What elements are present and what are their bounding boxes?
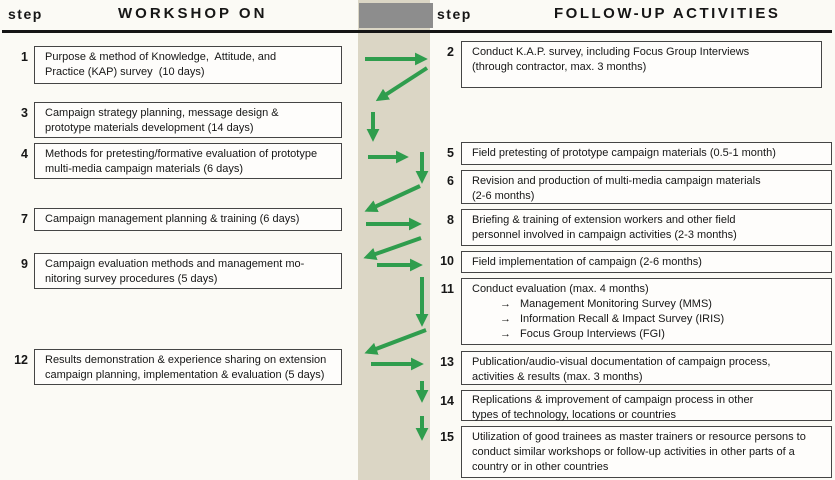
workshop-box-4	[34, 143, 342, 179]
arrow-right-icon: →	[500, 328, 511, 340]
step-number-8: 8	[447, 213, 454, 227]
followup-box-2	[461, 41, 822, 88]
followup-box-11	[461, 278, 832, 345]
step-number-1: 1	[21, 50, 28, 64]
step-number-13: 13	[440, 355, 454, 369]
workshop-7-line: Campaign management planning & training (6 days)	[45, 213, 300, 225]
followup-11-bullet-text: Management Monitoring Survey (MMS)	[520, 298, 712, 310]
workshop-column-title: WORKSHOP ON	[118, 5, 268, 22]
followup-11-bullet	[500, 297, 821, 312]
gray-header-block	[359, 3, 433, 28]
arrow-right-icon: →	[500, 298, 511, 310]
step-number-14: 14	[440, 394, 454, 408]
followup-11-title: Conduct evaluation (max. 4 months)	[472, 283, 649, 295]
followup-14-line: types of technology, locations or countries	[472, 409, 677, 421]
workshop-box-12	[34, 349, 342, 385]
arrow-right-icon: →	[500, 313, 511, 325]
followup-11-bullet-text: Information Recall & Impact Survey (IRIS)	[520, 313, 725, 325]
followup-10-line: Field implementation of campaign (2-6 months)	[472, 256, 702, 268]
step-number-15: 15	[440, 430, 454, 444]
step-number-7: 7	[21, 212, 28, 226]
left-step-column-header: step	[8, 6, 43, 22]
step-number-6: 6	[447, 174, 454, 188]
workshop-4-line: multi-media campaign materials (6 days)	[45, 163, 244, 175]
followup-5-line: Field pretesting of prototype campaign materials (0.5-1 month)	[472, 147, 776, 159]
followup-8-line: personnel involved in campaign activities (2-3 months)	[472, 229, 737, 241]
workshop-box-3	[34, 102, 342, 138]
step-number-3: 3	[21, 106, 28, 120]
workshop-9-line: nitoring survey procedures (5 days)	[45, 273, 218, 285]
followup-11-bullet	[500, 312, 821, 327]
followup-box-14	[461, 390, 832, 421]
step-number-11: 11	[440, 282, 454, 296]
workshop-1-line: Purpose & method of Knowledge, Attitude, and	[45, 51, 277, 63]
right-step-column-header: step	[437, 6, 472, 22]
followup-box-13	[461, 351, 832, 385]
followup-column-title: FOLLOW-UP ACTIVITIES	[554, 5, 781, 22]
step-number-5: 5	[447, 146, 454, 160]
followup-2-line: (through contractor, max. 3 months)	[472, 61, 647, 73]
followup-13-line: Publication/audio-visual documentation of campaign process,	[472, 356, 771, 368]
followup-14-line: Replications & improvement of campaign process in other	[472, 394, 754, 406]
followup-15-line: country or in other countries	[472, 461, 609, 473]
step-number-12: 12	[14, 353, 28, 367]
workshop-3-line: Campaign strategy planning, message design &	[45, 107, 279, 119]
workshop-12-line: Results demonstration & experience sharing on extension	[45, 354, 327, 366]
followup-box-8	[461, 209, 832, 246]
workshop-9-line: Campaign evaluation methods and management mo-	[45, 258, 305, 270]
step-number-4: 4	[21, 147, 28, 161]
step-number-2: 2	[447, 45, 454, 59]
followup-box-6	[461, 170, 832, 204]
workshop-3-line: prototype materials development (14 days)	[45, 122, 254, 134]
followup-box-5	[461, 142, 832, 165]
workshop-1-line: Practice (KAP) survey (10 days)	[45, 66, 205, 78]
workshop-12-line: campaign planning, implementation & evaluation (5 days)	[45, 369, 325, 381]
followup-2-line: Conduct K.A.P. survey, including Focus Group Interviews	[472, 46, 750, 58]
followup-13-line: activities & results (max. 3 months)	[472, 371, 643, 383]
header-divider-line	[2, 30, 832, 33]
workshop-4-line: Methods for pretesting/formative evaluation of prototype	[45, 148, 318, 160]
center-flow-strip	[358, 0, 430, 480]
followup-6-line: (2-6 months)	[472, 190, 535, 202]
step-number-10: 10	[440, 254, 454, 268]
followup-11-bullet	[500, 327, 821, 342]
followup-15-line: conduct similar workshops or follow-up activities in other parts of a	[472, 446, 795, 458]
followup-8-line: Briefing & training of extension workers and other field	[472, 214, 736, 226]
followup-6-line: Revision and production of multi-media campaign materials	[472, 175, 761, 187]
workshop-box-7	[34, 208, 342, 231]
followup-box-10	[461, 251, 832, 273]
workshop-box-1	[34, 46, 342, 84]
followup-15-line: Utilization of good trainees as master trainers or resource persons to	[472, 431, 806, 443]
workshop-box-9	[34, 253, 342, 289]
step-number-9: 9	[21, 257, 28, 271]
followup-11-bullet-text: Focus Group Interviews (FGI)	[520, 328, 665, 340]
followup-box-15	[461, 426, 832, 478]
